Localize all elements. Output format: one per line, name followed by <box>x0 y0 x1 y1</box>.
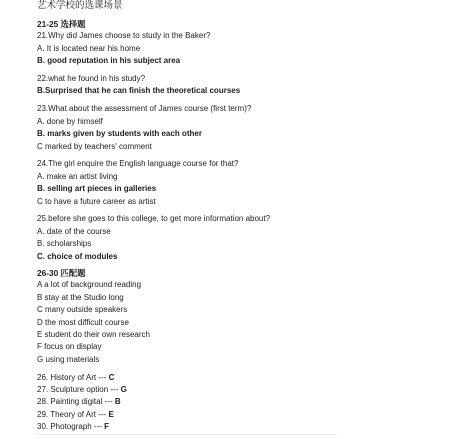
matching-answer-row <box>37 396 452 408</box>
question-list <box>37 30 452 263</box>
matching-option: B stay at the Studio long <box>37 292 124 302</box>
matching-options-list <box>37 279 452 366</box>
question-block <box>37 30 452 67</box>
matching-answer-row <box>37 384 452 396</box>
answer-option: C to have a future career as artist <box>37 196 156 206</box>
matching-answer-letter: G <box>120 385 127 395</box>
answer-option-correct: B. marks given by students with each other <box>37 129 202 139</box>
answer-option-correct: B. good reputation in his subject area <box>37 56 181 66</box>
matching-item-label: 27. Sculpture option --- <box>37 385 121 395</box>
matching-option: D the most difficult course <box>37 317 129 327</box>
answer-option: B. scholarships <box>37 239 92 249</box>
question-block <box>37 213 452 263</box>
section-heading-matching: 26-30 匹配题 <box>37 268 86 279</box>
matching-item-label: 30. Photograph --- <box>37 422 105 432</box>
matching-answer-letter: E <box>108 409 114 419</box>
section-heading-multiple-choice: 21-25 选择题 <box>37 19 86 29</box>
answer-option: C marked by teachers' comment <box>37 141 152 151</box>
answer-option-correct: B. selling art pieces in galleries <box>37 184 157 194</box>
matching-answer-row <box>37 421 452 433</box>
question-block <box>37 158 452 208</box>
document-body <box>37 18 452 434</box>
matching-option: F focus on display <box>37 342 102 352</box>
matching-answer-letter: F <box>104 422 110 432</box>
matching-answer-row <box>37 372 452 384</box>
matching-answer-letter: B <box>114 397 121 407</box>
matching-answer-row <box>37 409 452 421</box>
matching-option: E student do their own research <box>37 329 150 339</box>
question-prompt: 24.The girl enquire the English language course for that? <box>37 159 239 169</box>
question-prompt: 25.before she goes to this college, to get more information about? <box>37 214 271 224</box>
answer-option-correct: B.Surprised that he can finish the theoretical courses <box>37 86 241 96</box>
question-prompt: 23.What about the assessment of James course (first term)? <box>37 104 252 114</box>
page-bottom-rule <box>37 434 337 435</box>
question-prompt: 22.what he found in his study? <box>37 74 146 84</box>
matching-option: A a lot of background reading <box>37 280 142 290</box>
matching-item-label: 29. Theory of Art --- <box>37 409 109 419</box>
matching-answers-list <box>37 372 452 434</box>
question-block <box>37 73 452 98</box>
answer-option-correct: C. choice of modules <box>37 251 118 261</box>
answer-option: A. date of the course <box>37 226 111 236</box>
question-prompt: 21.Why did James choose to study in the Baker? <box>37 31 211 41</box>
document-title: 艺术学校的选课场景 <box>37 0 123 11</box>
answer-option: A. make an artist living <box>37 171 118 181</box>
matching-answer-letter: C <box>108 372 115 382</box>
matching-item-label: 26. History of Art --- <box>37 372 109 382</box>
matching-item-label: 28. Painting digital --- <box>37 397 115 407</box>
matching-option: C many outside speakers <box>37 305 128 315</box>
matching-option: G using materials <box>37 354 100 364</box>
question-block <box>37 103 452 153</box>
answer-option: A. done by himself <box>37 116 103 126</box>
answer-option: A. It is located near his home <box>37 43 141 53</box>
